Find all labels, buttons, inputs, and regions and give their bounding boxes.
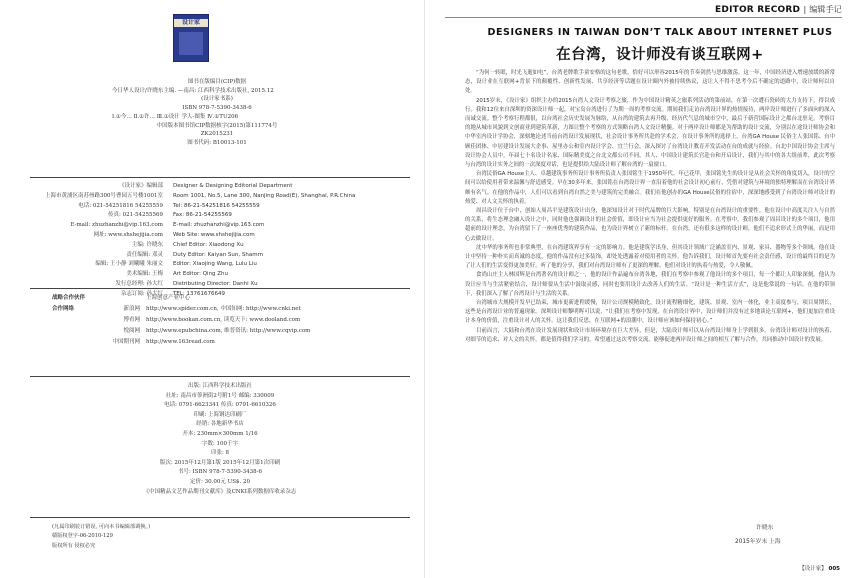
publisher-line: 《中国精品文艺作品期刊文献库》及CNKI系列数据库收录杂志: [143, 488, 297, 495]
page-number: 005: [828, 566, 840, 572]
footer-magazine: 【设计家】: [799, 566, 827, 572]
partner-label: [30, 326, 110, 337]
cip-line: 今日华人设计/许晓东主编. —南昌: 江西科学技术出版社, 2015.12: [112, 87, 274, 94]
article-paragraph: 沈中华的事务所也非常典型，在台湾建筑界享有一定的影响力。他是建筑学出身，但其设计领域广泛涵盖室内、景观、家具、器物等多个领域。他在设计中坚持一种朴实而真诚的态度，他的作品没有过多装饰，却处处透露着对使用者的关怀。他告诉我们，设计师首先要有社会责任感，设计的最终目的是为了让人们的生活变得更加美好。听了他的分享，我们对台湾设计师有了更深的理解，他们对设计的执着与热爱，令人敬佩。: [465, 244, 835, 270]
publisher-line: 开本: 230mm×300mm 1/16: [182, 430, 258, 437]
publisher-line: 印刷: 上海钢达印刷厂: [193, 411, 247, 418]
partner-key: 悦阅网: [123, 328, 140, 334]
editorial-department: [30, 182, 410, 300]
publisher-line: 电话: 0791-6623341 传真: 0791-6610326: [164, 402, 276, 409]
partner-row: [30, 337, 410, 348]
partner-value: 上海创意产业中心: [146, 295, 191, 301]
cip-line: (设计家书系): [201, 96, 233, 103]
cip-line: 图书在版编目(CIP)数据: [187, 79, 247, 85]
cover-image-icon: [179, 32, 203, 55]
date-place: 2015年岁末 上海: [735, 539, 781, 545]
dept-label: 电话: 021-54251816 54255559: [78, 202, 163, 209]
article-paragraph: 2015岁末，《设计家》组织主办的2015台湾人文设计考察之旅，作为中国设计精英之旅系列活动的第前站，在第一次遭石瓷砖的大力支持下，得以成行。我和12位来自深圳的资深设计师一起，对宝岛台湾进行了为期一周的考察交流。期间我们走访台湾设计界的热情接待，两岸设计师进行了多面向的深入而诚交流。整个考察行程都很，以台湾社会历史发展为脉络，从台湾的建筑去再升级，经历代气息的城市空中，最后于新营国际设计之都台北驻足。考察目的地从城市风貌到文创商业到建筑革新，力图让整个考察的方式领略台湾人文设计精髓。对于两岸设计师都是为帮助的设计交流，分别以在途设计师协会和中华室内设计学协会，深刻地论述当前台湾设计发展现状，社会设计事务所共赴的学术会，在设计事务所的选择上，台湾GA House 民俗主人张国铭、台中顾佳团体、中居建设计发展大企事、屋里办公和室内设计学会、宜兰行会，深入探讨了台湾设计教育开发活动在台的成就与经验。台北中国设计协会主席与设计协会人员中，年届七十名设计名家、国际精美度之台北文都公司不同，其人、中国设计建筑长官赴台和开启设计，我们与其中的各大组前辈，此次考察与台湾的设计实务之间的一次深度对话，也是提供给大陆设计师了解台湾的一扇窗口。: [465, 97, 835, 169]
partner-label: [30, 337, 110, 348]
notice-block: [30, 523, 230, 551]
dept-row: [30, 251, 410, 261]
partner-key: 中国期刊网: [112, 339, 140, 345]
cip-line: Ⅰ.①今… Ⅱ.①许… Ⅲ.①设计 学人-图集 Ⅳ.①TU206: [112, 113, 239, 120]
article-paragraph: 台湾城市大规模开发早已结束，城市更新进程缓慢，设计公司规模精致化，设计流程精细化，建筑、景观、室内一体化，业主高度参与，项目周期长，这些是台湾设计业的普遍现象。深圳设计师黎明晖可以说，“让我们在考察中发现，在台湾设计界中，设计师们并没有过多地谈论互联网+，他们更加注重设计本身的价值，注重设计对人的关怀。这让我们反思，在互联网+的浪潮中，设计师应该如何保持初心。”: [465, 300, 835, 325]
publisher-line: 书号: ISBN 978-7-5390-3438-6: [177, 469, 263, 476]
dept-row: [30, 231, 410, 241]
article-paragraph: “为何一转眼，时光飞逝如电”，台湾老牌歌手童安格的这句老歌，恰好可以形容2015年的节奏剑然与思维激荡。这一年，中国经济进入增速放缓的新常态，设计业在互联网+背景下的颠覆性、创新性发展、共享经济等话题在设计圈内外被持续热议，这让人不得不思考今后不确定的道路中，设计师何以自处。: [465, 70, 835, 95]
publisher-line: 社址: 南昌市蓼洲街2号附1号 邮编: 330009: [165, 392, 275, 399]
dept-row: [30, 221, 410, 231]
dept-row: [30, 260, 410, 270]
dept-label: 主编: 许晓东: [131, 241, 163, 248]
partner-label: 战略合作伙伴: [52, 295, 86, 301]
publisher-block: [30, 382, 410, 497]
partner-row: [30, 326, 410, 337]
dept-label: 发行总经理: 孙大红: [115, 280, 163, 287]
publisher-line: 经销: 各地新华书店: [196, 421, 244, 428]
magazine-cover-thumbnail: [173, 14, 209, 62]
publisher-line: 版次: 2015年12月第1版 2015年12月第1次印刷: [159, 459, 281, 466]
partner-value: http://www.spider.com.cn, 中国知网: http://www.cnki.net: [146, 306, 301, 312]
publisher-line: 定价: 30.00元 US$. 20: [190, 478, 250, 485]
notice-line: (凡属印刷装订错误, 可向本书编辑部调换。): [52, 524, 151, 530]
article-paragraph: 目前而言，大陆和台湾在设计发展现状和设计市场环境存在巨大差异，但是，大陆设计师可以从台湾设计师身上学到很多。台湾设计师对设计的执着、对细节的追求、对人文的关怀，都是值得我们学习的。希望通过这次考察交流，能够促进两岸设计师之间的相互了解与合作，共同推动中国设计的发展。: [465, 327, 835, 343]
dept-row: [30, 211, 410, 221]
dept-row: [30, 192, 410, 202]
page-footer: [799, 564, 840, 572]
dept-label: 传真: 021-54255569: [108, 212, 163, 219]
cip-line: 中国版本图书馆CIP数据核字(2015)第111774号: [156, 122, 278, 129]
divider: [30, 376, 410, 377]
dept-label: 《设计家》编辑部: [118, 183, 163, 189]
article-title-zh: 在台湾，设计师没有谈互联网+: [556, 47, 764, 63]
dept-value: Tel: 86-21-54251816 54255559: [173, 202, 260, 209]
cover-title: 设计家: [181, 19, 200, 26]
publisher-line: 字数: 100千字: [201, 440, 239, 447]
cip-line: ZK2015231: [200, 131, 234, 138]
article-paragraph: 周昌设计位于台中，创始人周昌平是建筑设计出身，他深知设计对于时代品牌的巨大影响，特别是在台湾设计的重要性。他在设计中高度关注人与自然的关系，将生态理念融入设计之中，同时他也强调设计的社会价值，即设计应当为社会提供更好的服务。在考察中，我们参观了周昌设计的多个项目，他用超前的设计理念，为台湾留下了一座座优秀的建筑作品，也为设计界树立了新的标杆。在台湾，还有很多这样的设计师，他们不追求形式上的华丽，而是用心去做设计。: [465, 208, 835, 242]
article-title-en: DESIGNERS IN TAIWAN DON’T TALK ABOUT INTERNET PLUS: [487, 27, 833, 38]
running-header: EDITOR RECORD | 编辑手记: [715, 5, 842, 15]
dept-label: 杂志订阅: 孙大红: [120, 290, 163, 297]
dept-value: Art Editor: Qing Zhu: [173, 271, 229, 278]
dept-label: 责任编辑: 邓灵: [126, 251, 163, 258]
article-page: [425, 0, 850, 578]
dept-value: Fax: 86-21-54255569: [173, 212, 232, 219]
publisher-line: 出版: 江西科学技术出版社: [187, 383, 253, 389]
notice-line: 版权所有 侵权必究: [52, 542, 96, 549]
dept-value: Editor: Xiaojing Wang, Lulu Liu: [173, 261, 257, 268]
dept-value: Room 1001, No.5, Lane 300, Nanjing Road(E), Shanghai, P.R.China: [173, 192, 356, 199]
dept-row: [30, 182, 410, 192]
article-paragraph: 食尚山庄主人林国辉是台湾著名的设计师之一，他的设计作品遍布台湾各地，我们在考察中参观了他设计的多个项目，每一个都让人印象深刻。他认为设计应当与生活紧密结合，设计师要从生活中汲取灵感，同时也要用设计去改善人们的生活。“设计是一种生活方式”，这是他常说的一句话。在他的带领下，我们深入了解了台湾设计与生活的关系。: [465, 272, 835, 297]
header-brand: EDITOR RECORD: [715, 5, 801, 15]
dept-label: 编辑: 王小静 刘曦曦 朱丽文: [95, 261, 163, 268]
partner-row: [30, 315, 410, 326]
partner-value: http://www.epubchina.com, 维普资讯: http://www.cqvip.com: [146, 328, 311, 334]
article-body: [465, 69, 835, 345]
dept-value: TEL: 13761676649: [173, 290, 225, 297]
cip-line: 图书代码: B10013-101: [187, 139, 247, 146]
partner-row: [30, 304, 410, 315]
cip-line: ISBN 978-7-5390-3438-6: [182, 105, 252, 112]
partner-row: [30, 293, 410, 304]
divider: [30, 288, 410, 289]
publisher-line: 印张: 8: [210, 450, 230, 457]
dept-row: [30, 241, 410, 251]
dept-row: [30, 270, 410, 280]
dept-value: Web Site: www.shshejijia.com: [173, 231, 255, 238]
partner-value: http://www.163read.com: [146, 339, 215, 345]
dept-row: [30, 202, 410, 212]
dept-value: Duty Editor: Kaiyan Sun, Shamm: [173, 251, 263, 258]
divider: [30, 517, 410, 518]
partner-label: 合作网络: [52, 306, 75, 312]
header-rule: [445, 17, 842, 18]
partner-key: 新浪网: [123, 306, 140, 312]
dept-label: 美术编辑: 王梅: [126, 271, 163, 278]
dept-value: Designer & Designing Editorial Department: [173, 183, 293, 189]
dept-value: Chief Editor: Xiaodong Xu: [173, 241, 244, 248]
partner-key: [110, 293, 146, 304]
partner-key: 博看网: [123, 317, 140, 323]
partner-value: http://www.bookan.com.cn, 读览天下: www.dooland.com: [146, 317, 301, 323]
dept-label: E-mail: zhuzhanzhi@vip.163.com: [70, 222, 163, 229]
author-signature: 许晓东: [756, 525, 774, 531]
dept-label: 上海市黄浦区南苏州路300号曹园五号楼1001室: [45, 192, 163, 199]
header-section: 编辑手记: [809, 5, 842, 14]
partner-label: [30, 315, 110, 326]
cip-data-block: [112, 78, 322, 148]
notice-line: 赣版权登字-06-2010-129: [52, 533, 113, 540]
article-paragraph: 台湾民俗GA House主人、卓越建筑事务所设计事务所负责人张国铭生于1950年代、年已花甲，张国铭先生的设计是从社会关怀的角度切入，设计的空间可以给使用者带来温馨与舒适感受。早在30多年来，张国铭在台湾设计界一直沿着他的社会设计初心前行，凭借对建筑与环境的独特理解而在台湾设计界颇有名气。在他的作品中，人们可以看到台湾自然之美与建筑的完美融合。我们在他创办的GA House民俗的住宿中，深深地感受到了台湾设计师对设计的热爱、对人文关怀的执着。: [465, 171, 835, 205]
dept-label: 网址: www.shshejijia.com: [93, 231, 163, 238]
partners-block: [30, 293, 410, 348]
dept-value: E-mail: zhuzhanzhi@vip.163.com: [173, 222, 265, 229]
dept-value: Distributing Director: Danhi Xu: [173, 280, 258, 287]
divider: [30, 177, 410, 178]
